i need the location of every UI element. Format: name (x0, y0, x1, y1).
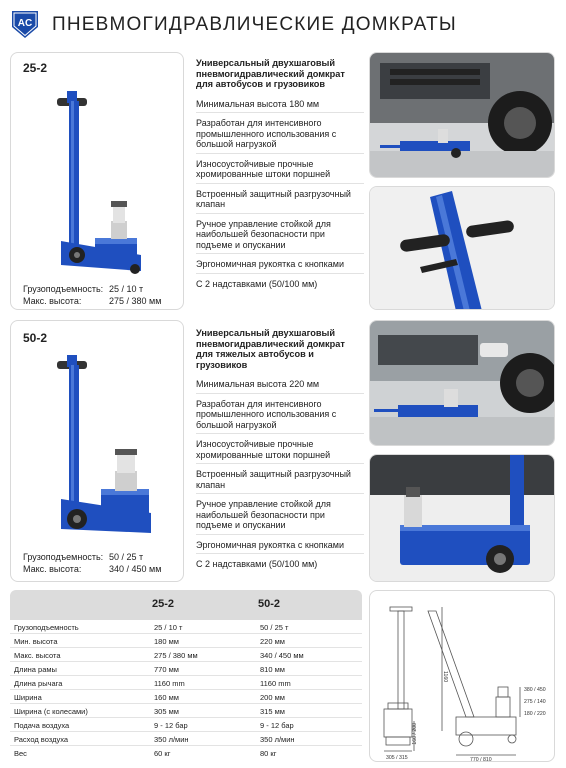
feature-item: Разработан для интенсивного промышленного использования с большой нагрузкой (196, 118, 364, 154)
photo-jack-base-2 (369, 454, 555, 582)
feature-item: Износоустойчивые прочные хромированные штоки поршней (196, 159, 364, 184)
feature-list (196, 99, 364, 293)
product-features-50-2 (196, 328, 364, 582)
spec-capacity: Грузоподъемность: 25 / 10 т (23, 284, 144, 294)
technical-drawing (369, 590, 555, 762)
product-features-25-2 (196, 58, 364, 308)
table-row: Мин. высота 180 мм 220 мм (10, 634, 362, 648)
feature-item: Встроенный защитный разгрузочный клапан (196, 189, 364, 214)
table-row: Длина рычага 1160 mm 1160 mm (10, 676, 362, 690)
feature-title: Универсальный двухшаговый пневмогидравлический домкрат для автобусов и грузовиков (196, 58, 345, 89)
feature-item: Встроенный защитный разгрузочный клапан (196, 469, 364, 494)
table-row: Ширина (с колесами) 305 мм 315 мм (10, 704, 362, 718)
handle-closeup-image (370, 187, 555, 310)
jack-25-2-image (31, 83, 171, 313)
feature-item: Износоустойчивые прочные хромированные штоки поршней (196, 439, 364, 464)
spec-capacity: Грузоподъемность: 50 / 25 т (23, 552, 144, 562)
dim-length: 770 / 810 (470, 757, 492, 763)
table-row: Грузоподъемность 25 / 10 т 50 / 25 т (10, 620, 362, 634)
feature-item: Минимальная высота 220 мм (196, 379, 364, 394)
table-row: Ширина 160 мм 200 мм (10, 690, 362, 704)
jack-50-2-image (31, 349, 171, 559)
photo-jack-handle-1 (369, 186, 555, 310)
brand-logo-icon (10, 9, 40, 39)
dim-h3: 180 / 220 (524, 711, 546, 717)
dim-h1: 380 / 450 (524, 687, 546, 693)
feature-item: Ручное управление стойкой для наибольшей безопасности при подъеме и опускании (196, 219, 364, 255)
truck-photo-image (370, 53, 555, 178)
spec-max-height: Макс. высота: 275 / 380 мм (23, 296, 162, 306)
photo-truck-lift-1 (369, 52, 555, 178)
feature-item: С 2 надставками (50/100 мм) (196, 559, 318, 569)
brand-logo-text: AC (17, 18, 33, 29)
truck-photo-image (370, 321, 555, 446)
feature-item: Разработан для интенсивного промышленного использования с большой нагрузкой (196, 399, 364, 435)
table-header (10, 590, 362, 620)
feature-item: Минимальная высота 180 мм (196, 99, 364, 114)
dim-low: 160 / 200 (412, 723, 418, 745)
dim-h2: 275 / 140 (524, 699, 546, 705)
product-card-25-2 (10, 52, 184, 310)
page-header (0, 0, 566, 44)
dim-width: 305 / 315 (386, 755, 408, 761)
page-title: ПНЕВМОГИДРАВЛИЧЕСКИЕ ДОМКРАТЫ (52, 14, 457, 35)
dim-handle: 1160 (442, 671, 448, 683)
table-row: Вес 60 кг 80 кг (14, 749, 277, 758)
spec-table (10, 590, 362, 762)
feature-list (196, 379, 364, 573)
model-title: 25-2 (23, 61, 48, 75)
table-row: Подача воздуха 9 - 12 бар 9 - 12 бар (10, 718, 362, 732)
model-title: 50-2 (23, 331, 48, 345)
spec-max-height: Макс. высота: 340 / 450 мм (23, 564, 162, 574)
table-row: Расход воздуха 350 л/мин 350 л/мин (10, 732, 362, 746)
jack-base-closeup-image (370, 455, 555, 582)
column-header: 50-2 (258, 598, 281, 610)
table-row: Макс. высота 275 / 380 мм 340 / 450 мм (10, 648, 362, 662)
feature-title: Универсальный двухшаговый пневмогидравлический домкрат для тяжелых автобусов и грузовиков (196, 328, 345, 370)
jack-dimension-drawing (370, 591, 556, 763)
column-header: 25-2 (152, 598, 175, 610)
feature-item: С 2 надставками (50/100 мм) (196, 278, 318, 289)
feature-item: Ручное управление стойкой для наибольшей безопасности при подъеме и опускании (196, 499, 364, 535)
feature-item: Эргономичная рукоятка с кнопками (196, 540, 364, 555)
feature-item: Эргономичная рукоятка с кнопками (196, 259, 364, 274)
table-row: Длина рамы 770 мм 810 мм (10, 662, 362, 676)
photo-truck-lift-2 (369, 320, 555, 446)
product-card-50-2 (10, 320, 184, 582)
